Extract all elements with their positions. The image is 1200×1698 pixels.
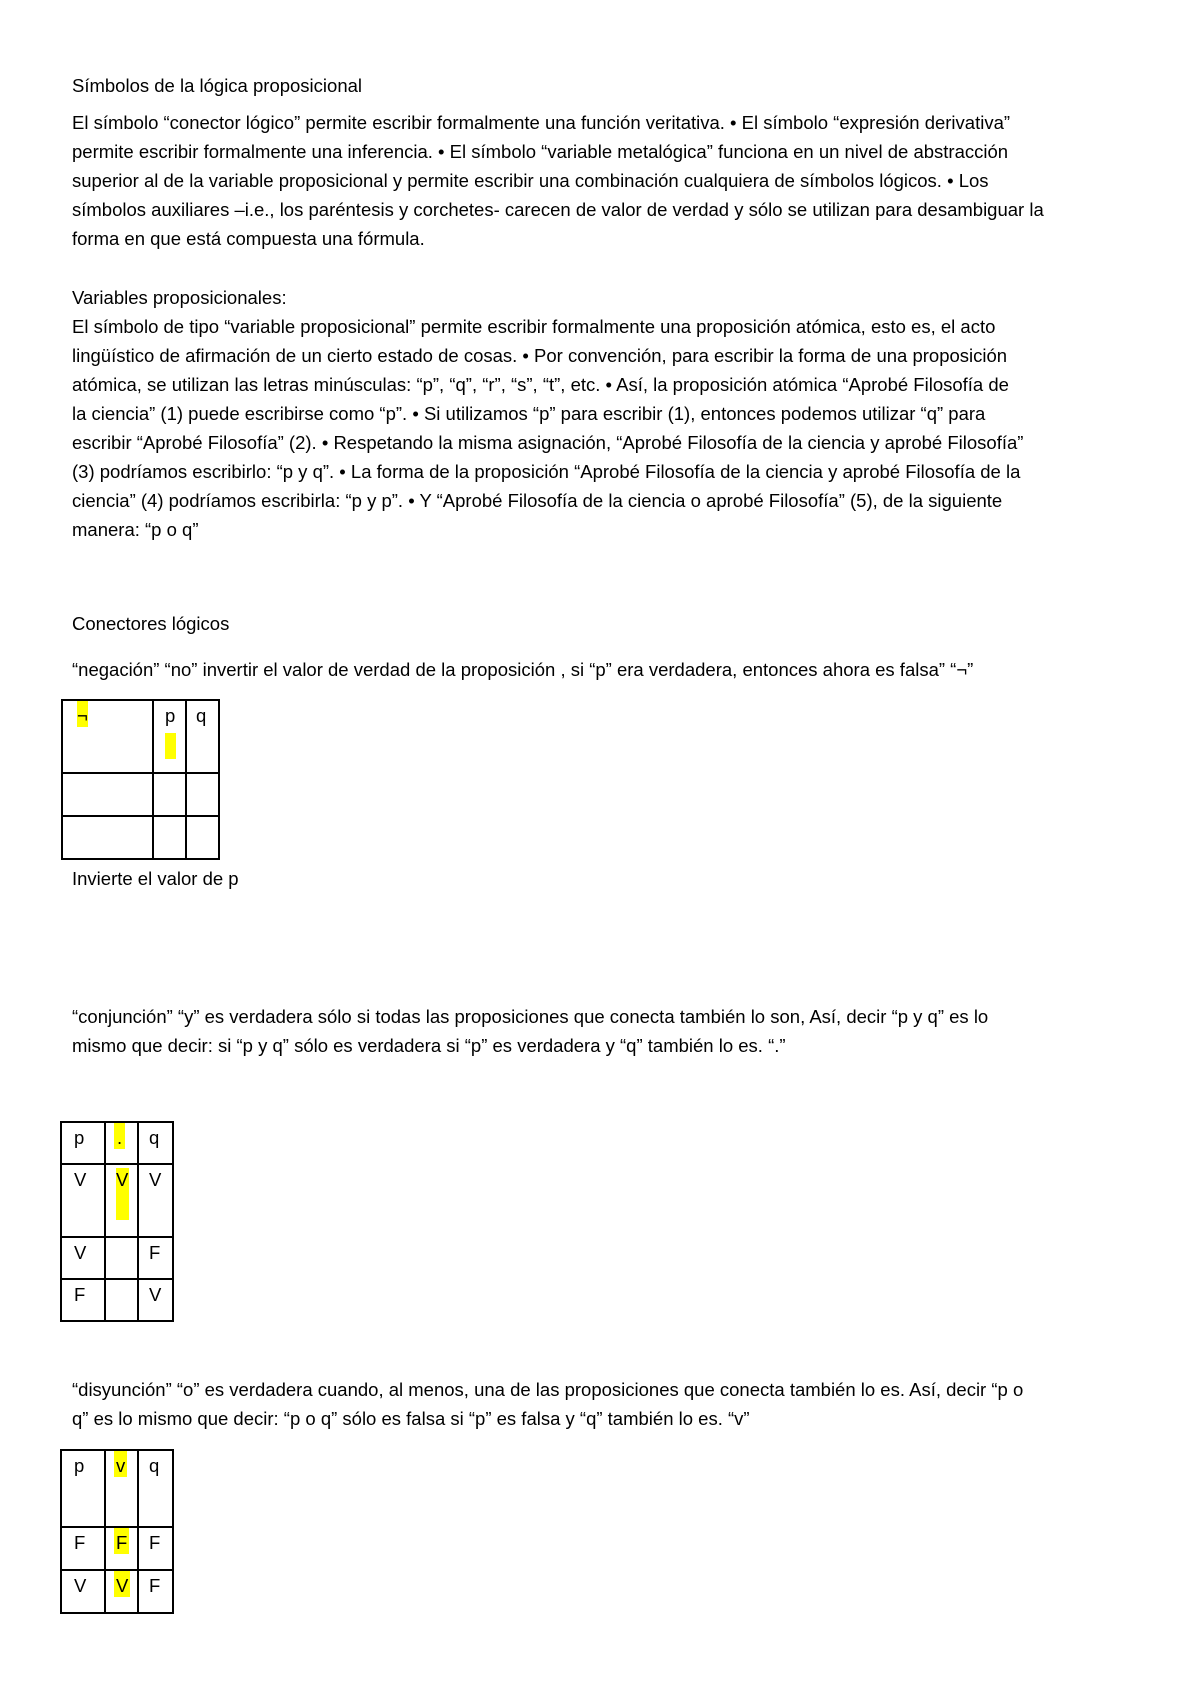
intro-line: símbolos auxiliares –i.e., los paréntesis y corchetes- carecen de valor de verdad y sólo se utilizan para desambiguar la (72, 199, 1044, 220)
table-cell-text: V (74, 1169, 87, 1190)
table-cell (62, 773, 153, 816)
variables-line: (3) podríamos escribirlo: “p y q”. • La forma de la proposición “Aprobé Filosofía de la ciencia y aprobé Filosofía de la (72, 461, 1021, 482)
table-cell (105, 1450, 138, 1527)
conjunction-line: mismo que decir: si “p y q” sólo es verdadera si “p” es verdadera y “q” también lo es. “.” (72, 1035, 786, 1056)
table-cell-text: F (149, 1532, 161, 1553)
table-cell (138, 1164, 173, 1237)
table-cell (61, 1279, 105, 1321)
table-cell-text: q (149, 1127, 160, 1148)
highlighted-value: F (114, 1528, 129, 1554)
negation-symbol: ¬ (77, 701, 88, 727)
table-cell (186, 773, 219, 816)
table-cell (153, 816, 186, 859)
conjunction-table (60, 1121, 174, 1322)
negation-table (61, 699, 220, 860)
variables-line: lingüístico de afirmación de un cierto estado de cosas. • Por convención, para escribir la forma de una proposición (72, 345, 1008, 366)
table-cell (153, 700, 186, 773)
highlight-mark (165, 733, 176, 759)
intro-line: El símbolo “conector lógico” permite escribir formalmente una función veritativa. • El símbolo “expresión derivativa” (72, 112, 1011, 133)
table-cell-text (106, 1251, 118, 1255)
table-cell (138, 1570, 173, 1613)
table-cell (61, 1164, 105, 1237)
table-cell-text: V (149, 1169, 162, 1190)
variables-heading: Variables proposicionales: (72, 287, 287, 308)
table-cell (105, 1279, 138, 1321)
table-cell (186, 700, 219, 773)
table-cell-text: p (74, 1127, 85, 1148)
variables-line: ciencia” (4) podríamos escribirla: “p y p”. • Y “Aprobé Filosofía de la ciencia o aprobé Filosofía” (5), de la siguiente (72, 490, 1003, 511)
conjunction-paragraph (72, 1002, 1132, 1060)
intro-line: superior al de la variable proposicional y permite escribir una combinación cualquiera de símbolos lógicos. • Los (72, 170, 989, 191)
connectors-heading: Conectores lógicos (72, 613, 230, 634)
negation-caption: Invierte el valor de p (72, 868, 239, 889)
table-cell (61, 1570, 105, 1613)
table-cell (105, 1237, 138, 1279)
disjunction-symbol: v (114, 1451, 127, 1477)
disjunction-table (60, 1449, 174, 1614)
table-cell-text: F (149, 1575, 161, 1596)
variables-line: la ciencia” (1) puede escribirse como “p”. • Si utilizamos “p” para escribir (1), entonces podemos utilizar “q” para (72, 403, 986, 424)
table-cell-text: V (74, 1575, 87, 1596)
intro-paragraph (72, 108, 1132, 253)
variables-line: escribir “Aprobé Filosofía” (2). • Respetando la misma asignación, “Aprobé Filosofía de la ciencia y aprobé Filosofía” (72, 432, 1024, 453)
disjunction-line: “disyunción” “o” es verdadera cuando, al menos, una de las proposiciones que conecta también lo es. Así, decir “p o (72, 1379, 1024, 1400)
variables-section (72, 283, 1132, 544)
table-cell (61, 1237, 105, 1279)
table-cell (61, 1527, 105, 1570)
table-cell (62, 816, 153, 859)
table-cell (61, 1450, 105, 1527)
table-cell-text: V (74, 1242, 87, 1263)
table-cell-text (106, 1293, 118, 1297)
table-cell (138, 1279, 173, 1321)
intro-line: permite escribir formalmente una inferencia. • El símbolo “variable metalógica” funciona en un nivel de abstracción (72, 141, 1009, 162)
table-cell (61, 1122, 105, 1164)
table-cell (138, 1122, 173, 1164)
highlighted-value: V (114, 1571, 130, 1597)
table-cell-text: F (149, 1242, 161, 1263)
table-cell (105, 1527, 138, 1570)
table-cell-text: p (74, 1455, 85, 1476)
table-cell (153, 773, 186, 816)
table-cell (138, 1450, 173, 1527)
table-cell-text: V (116, 1169, 129, 1190)
table-cell-text: F (74, 1532, 86, 1553)
table-cell-text: q (149, 1455, 160, 1476)
variables-line: El símbolo de tipo “variable proposicional” permite escribir formalmente una proposición atómica, esto es, el acto (72, 316, 996, 337)
table-cell (62, 700, 153, 773)
table-cell (105, 1122, 138, 1164)
variables-line: manera: “p o q” (72, 519, 199, 540)
table-cell (105, 1570, 138, 1613)
table-cell-text: p (165, 705, 176, 726)
disjunction-paragraph (72, 1375, 1132, 1433)
table-cell (138, 1527, 173, 1570)
variables-line: atómica, se utilizan las letras minúsculas: “p”, “q”, “r”, “s”, “t”, etc. • Así, la proposición atómica “Aprobé Filosofía de (72, 374, 1009, 395)
table-cell (186, 816, 219, 859)
table-cell-text: q (196, 705, 207, 726)
table-cell-text: F (74, 1284, 86, 1305)
conjunction-symbol: . (114, 1123, 125, 1149)
page-title: Símbolos de la lógica proposicional (72, 75, 363, 96)
intro-line: forma en que está compuesta una fórmula. (72, 228, 425, 249)
conjunction-line: “conjunción” “y” es verdadera sólo si todas las proposiciones que conecta también lo son, Así, decir “p y q” es lo (72, 1006, 989, 1027)
table-cell (105, 1164, 138, 1237)
table-cell (138, 1237, 173, 1279)
table-cell-text: V (149, 1284, 162, 1305)
negation-line: “negación” “no” invertir el valor de verdad de la proposición , si “p” era verdadera, entonces ahora es falsa” “¬” (72, 659, 974, 680)
disjunction-line: q” es lo mismo que decir: “p o q” sólo es falsa si “p” es falsa y “q” también lo es. “v” (72, 1408, 750, 1429)
